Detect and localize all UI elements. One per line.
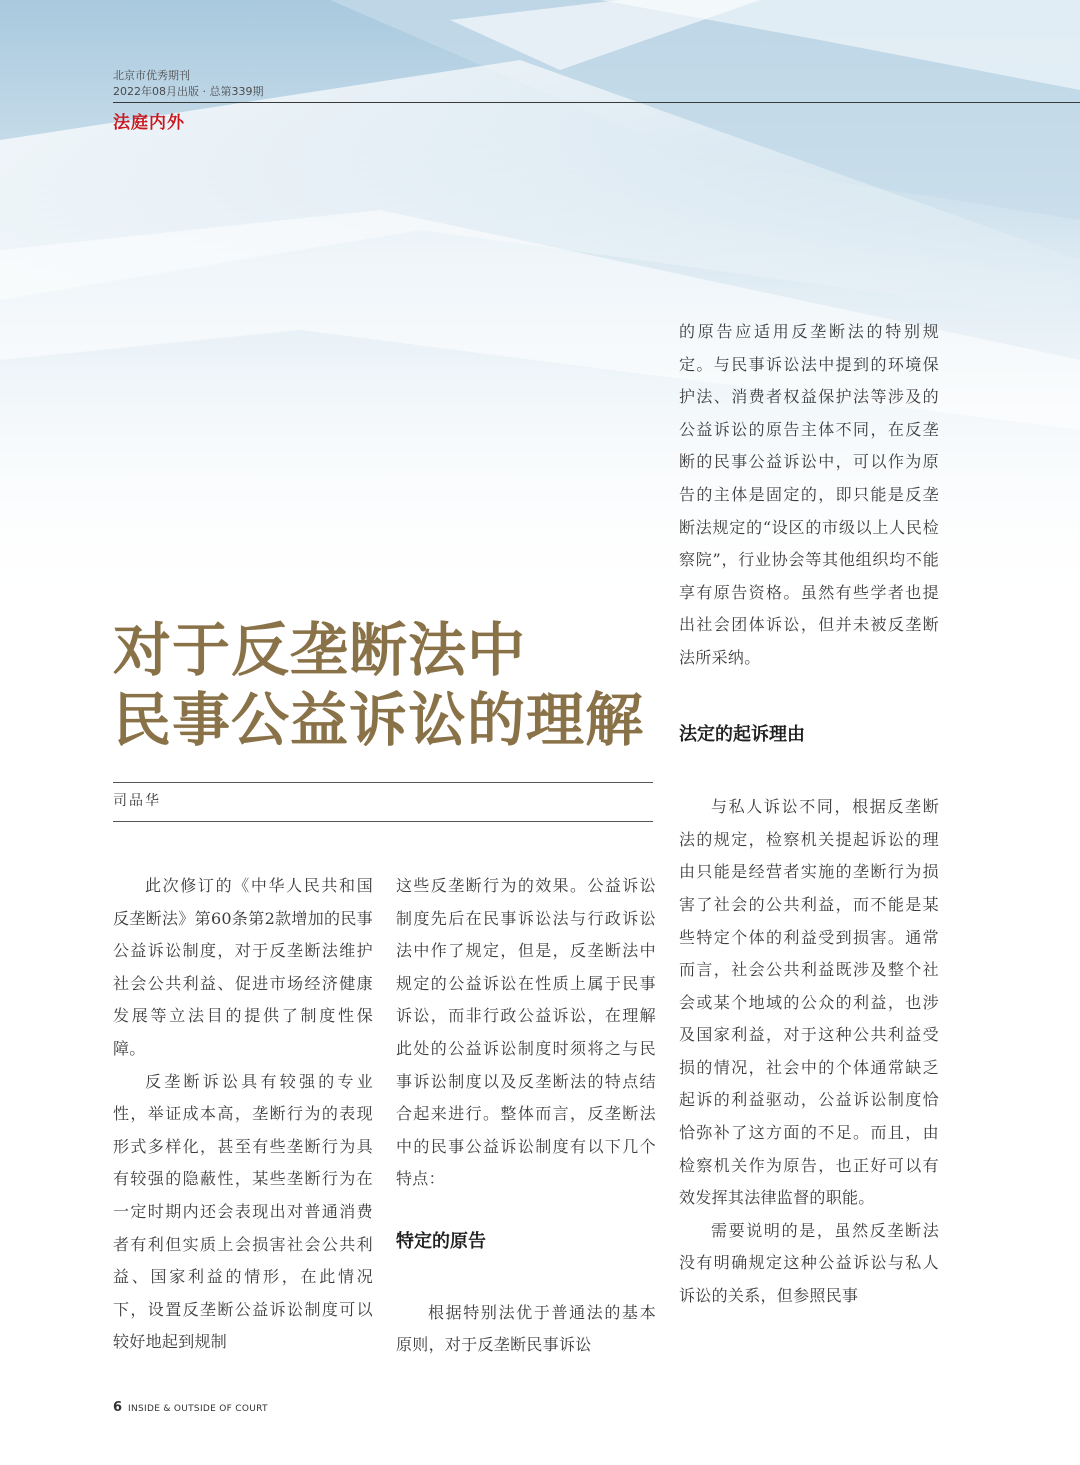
title-line-1: 对于反垄断法中 — [113, 616, 527, 684]
title-line-2: 民事公益诉讼的理解 — [113, 686, 645, 754]
author-rule-top — [113, 782, 653, 783]
text-column-2 — [396, 870, 656, 1362]
author-byline: 司品华 — [113, 793, 161, 809]
subheading-statutory-grounds: 法定的起诉理由 — [679, 723, 805, 745]
paragraph: 根据特别法优于普通法的基本原则，对于反垄断民事诉讼 — [396, 1302, 656, 1355]
paragraph: 反垄断诉讼具有较强的专业性，举证成本高，垄断行为的表现形式多样化，甚至有些垄断行为具有较强的隐蔽性，某些垄断行为在一定时期内还会表现出对普通消费者有利但实质上会损害社会公共利益、国家利益的情形，在此情况下，设置反垄断公益诉讼制度可以较好地起到规制 — [113, 1071, 373, 1352]
article-title — [113, 615, 644, 755]
paragraph: 需要说明的是，虽然反垄断法没有明确规定这种公益诉讼与私人诉讼的关系，但参照民事 — [679, 1220, 939, 1306]
footer-publication-title: INSIDE & OUTSIDE OF COURT — [128, 1404, 268, 1414]
publication-label: 北京市优秀期刊 — [113, 69, 190, 82]
subheading-specific-plaintiff: 特定的原告 — [396, 1230, 486, 1252]
paragraph: 此次修订的《中华人民共和国反垄断法》第60条第2款增加的民事公益诉讼制度，对于反垄断法维护社会公共利益、促进市场经济健康发展等立法目的提供了制度性保障。 — [113, 876, 373, 1058]
text-column-3 — [679, 316, 939, 1313]
paragraph: 的原告应适用反垄断法的特别规定。与民事诉讼法中提到的环境保护法、消费者权益保护法等涉及的公益诉讼的原告主体不同，在反垄断的民事公益诉讼中，可以作为原告的主体是固定的，即只能是反垄断法规定的“设区的市级以上人民检察院”，行业协会等其他组织均不能享有原告资格。虽然有些学者也提出社会团体诉讼，但并未被反垄断法所采纳。 — [679, 322, 939, 667]
text-column-1 — [113, 870, 373, 1359]
issue-label: 2022年08月出版 · 总第339期 — [113, 85, 264, 98]
page-footer — [113, 1396, 268, 1415]
header-divider — [113, 102, 1080, 103]
page-number: 6 — [113, 1400, 123, 1415]
author-rule-bottom — [113, 821, 653, 822]
masthead — [113, 68, 263, 100]
paragraph: 这些反垄断行为的效果。公益诉讼制度先后在民事诉讼法与行政诉讼法中作了规定，但是，反垄断法中规定的公益诉讼在性质上属于民事诉讼，而非行政公益诉讼，在理解此处的公益诉讼制度时须将之与民事诉讼制度以及反垄断法的特点结合起来进行。整体而言，反垄断法中的民事公益诉讼制度有以下几个特点： — [396, 876, 656, 1189]
section-label: 法庭内外 — [113, 113, 185, 133]
paragraph: 与私人诉讼不同，根据反垄断法的规定，检察机关提起诉讼的理由只能是经营者实施的垄断行为损害了社会的公共利益，而不能是某些特定个体的利益受到损害。通常而言，社会公共利益既涉及整个社会或某个地域的公众的利益，也涉及国家利益，对于这种公共利益受损的情况，社会中的个体通常缺乏起诉的利益驱动，公益诉讼制度恰恰弥补了这方面的不足。而且，由检察机关作为原告，也正好可以有效发挥其法律监督的职能。 — [679, 797, 939, 1208]
